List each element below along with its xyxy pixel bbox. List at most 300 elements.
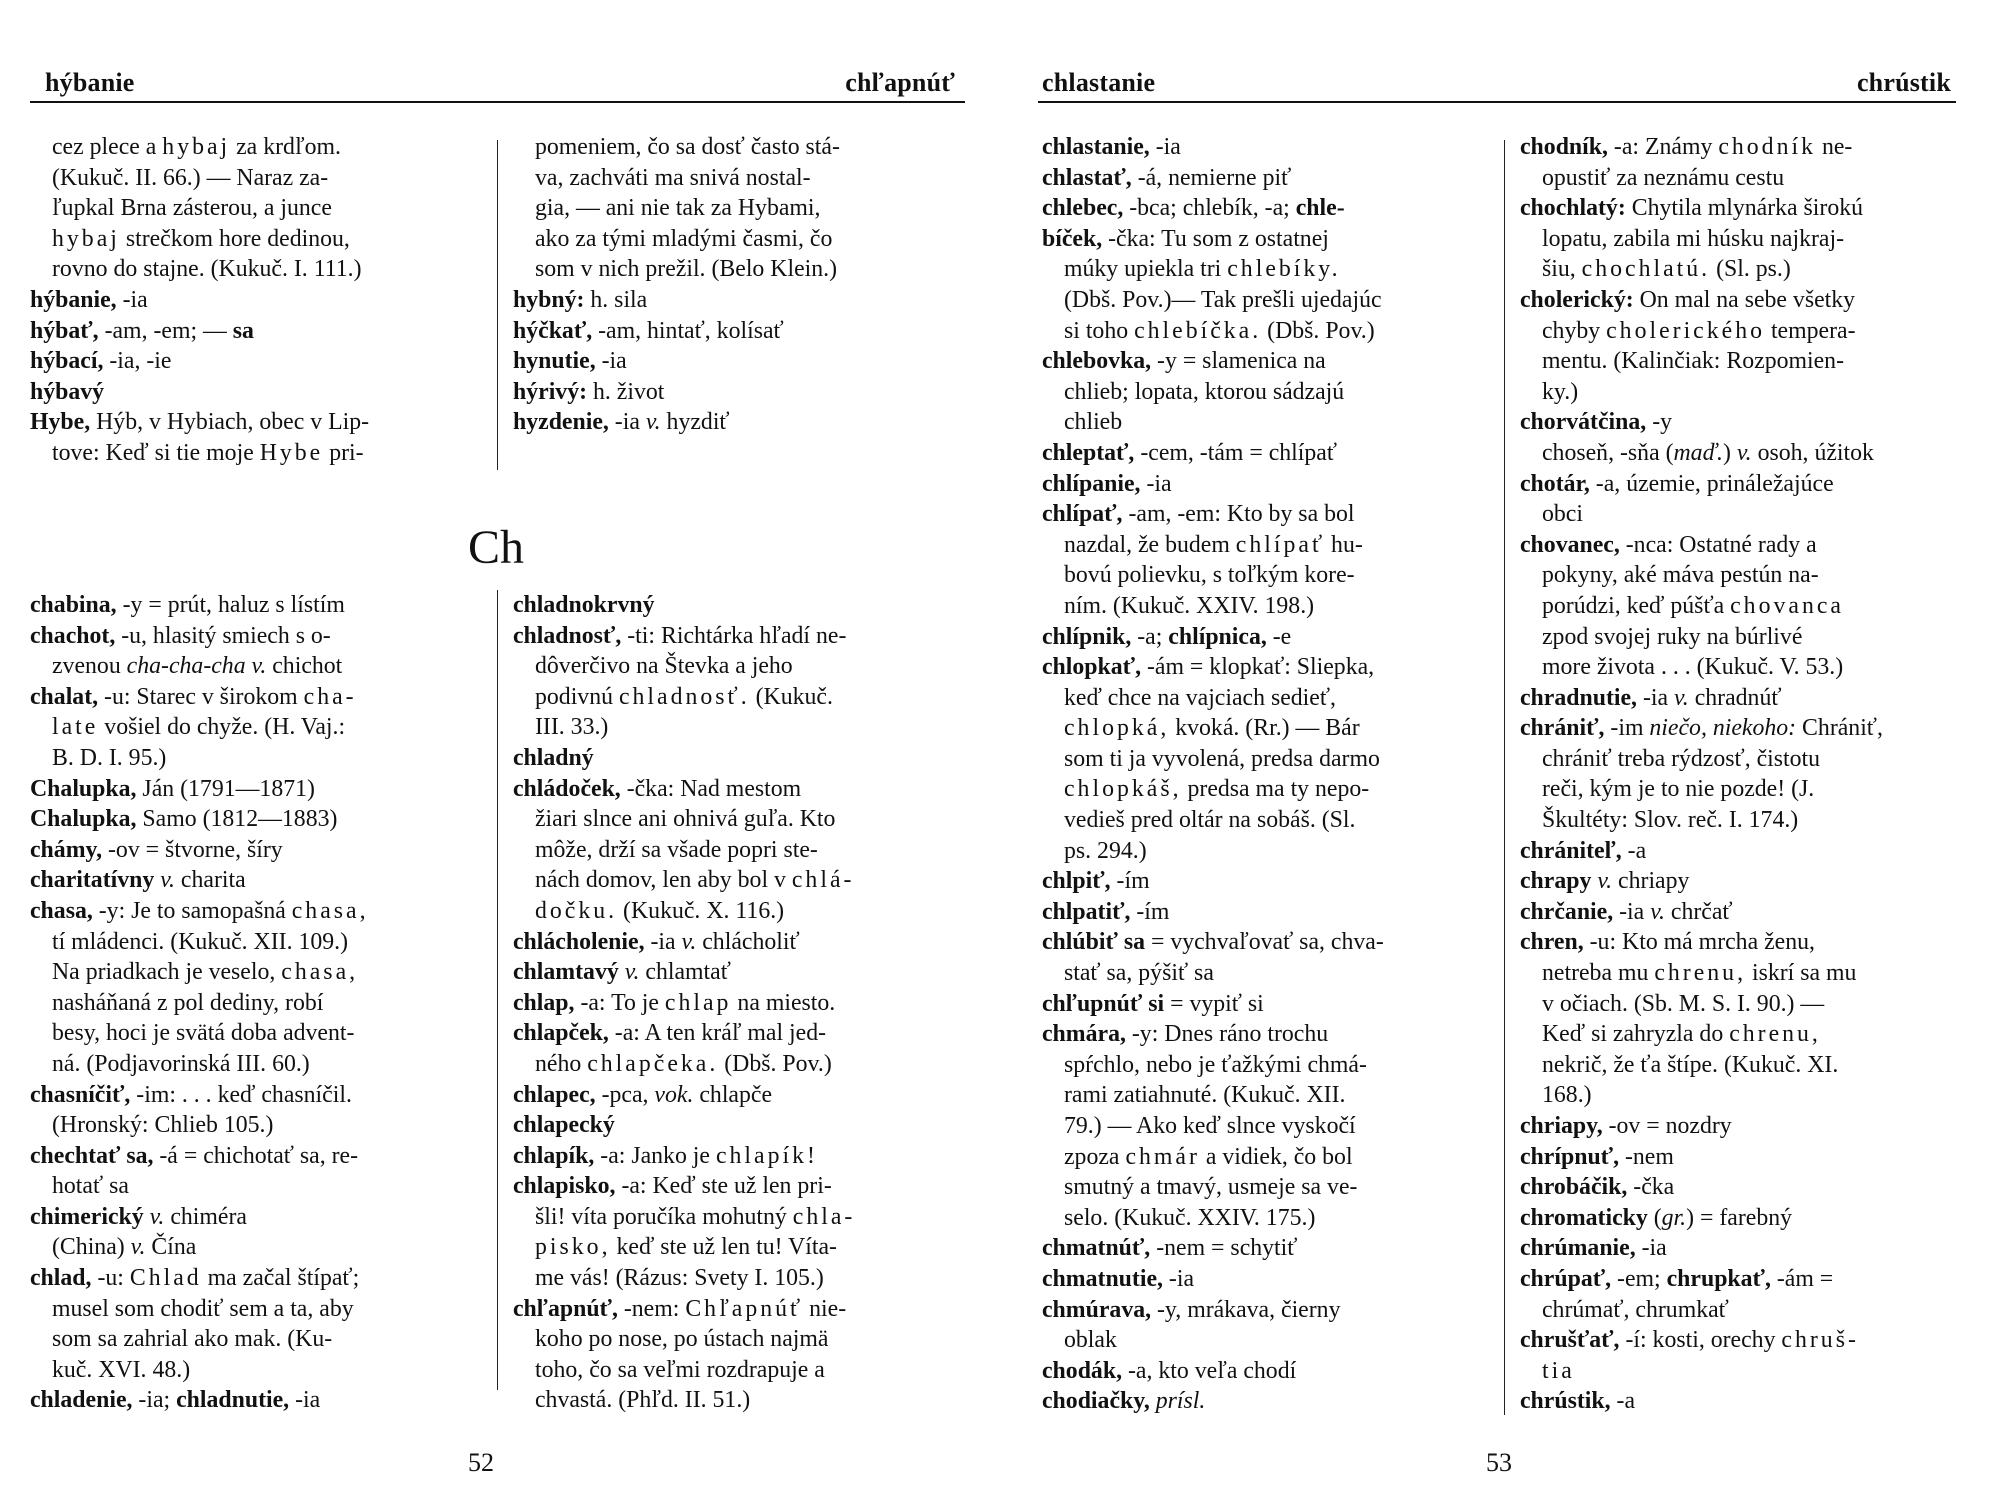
text-run: III. 33.) [535,714,609,741]
dictionary-line [1520,927,1970,958]
text-run: -á, nemierne piť [1131,164,1292,191]
dictionary-line [1520,224,1970,255]
text-run: -e [1266,623,1292,650]
dictionary-line [1042,469,1492,500]
text-run: -a, kto veľa chodí [1122,1357,1297,1384]
text-run: -ia [1613,898,1651,925]
spaced-text: chlapík! [715,1142,818,1169]
guide-word-first: chlastanie [1042,68,1156,97]
text-run: -y [1646,409,1673,436]
headword: chachot, [30,622,116,649]
spaced-text: chlípať [1235,531,1326,558]
headword: hýbať, [30,317,99,344]
dictionary-line [513,377,963,408]
text-run: chradnúť [1688,684,1782,711]
text-run: -pca, [595,1081,655,1108]
dictionary-line [1520,377,1970,408]
text-run: -a [1610,1388,1636,1415]
headword: chleptať, [1042,439,1135,466]
headword: chochlatý: [1520,195,1626,222]
dictionary-line [1042,560,1492,591]
headword: chrušťať, [1520,1327,1620,1354]
dictionary-line [1042,1111,1492,1142]
spaced-text: chlebíky. [1227,256,1341,283]
headword: chorvátčina, [1520,409,1647,436]
text-run: si toho [1064,317,1135,344]
dictionary-line [513,1080,968,1111]
dictionary-line [513,1202,968,1233]
dictionary-line [30,1385,485,1416]
dictionary-line [30,285,480,316]
text-run: -ia, -ie [103,348,172,375]
headword: chimerický [30,1203,144,1230]
headword: chren, [1520,929,1584,956]
running-head [45,68,955,104]
spaced-text: dočku. [535,897,618,924]
text-run: Samo (1812—1883) [136,806,338,833]
text-run: zvenou [52,653,127,680]
text-run: rovno do stajne. (Kukuč. I. 111.) [52,256,362,283]
dictionary-line [1042,530,1492,561]
text-run: B. D. I. 95.) [52,744,167,771]
headword: chodák, [1042,1357,1123,1384]
text-run: zpod svojej ruky na búrlivé [1542,623,1803,650]
italic-text: cha-cha-cha v. [126,653,267,680]
dictionary-line [513,957,968,988]
headword: chle- [1295,195,1345,222]
dictionary-line [513,193,963,224]
dictionary-line [513,835,968,866]
dictionary-line [513,1385,968,1416]
column-divider [497,140,498,470]
dictionary-line [1042,836,1492,867]
dictionary-line [1520,163,1970,194]
dictionary-line [513,346,963,377]
dictionary-line [1520,346,1970,377]
text-run: Chrániť, [1796,715,1883,742]
dictionary-line [1042,622,1492,653]
dictionary-line [30,438,480,469]
text-run: hotať sa [52,1173,129,1200]
text-run: nasháňaná z pol dediny, robí [52,989,324,1016]
dictionary-line [30,1049,485,1080]
dictionary-line [30,1171,485,1202]
text-run: -nem [1619,1143,1674,1170]
dictionary-line [513,682,968,713]
text-run: h. život [587,378,665,405]
text-run: chrúmať, chrumkať [1542,1296,1729,1323]
dictionary-line [1520,1050,1970,1081]
spaced-text: chrenu, [1729,1021,1821,1048]
dictionary-line [1520,713,1970,744]
text-run: hu- [1325,531,1363,558]
dictionary-line [1520,1356,1970,1387]
spaced-text: cholerického [1606,317,1765,344]
text-run: -čka: Tu som z ostatnej [1102,225,1329,252]
dictionary-line [1042,438,1492,469]
text-run: -nem = schytiť [1150,1235,1298,1262]
right-page [998,0,1996,1500]
headword: chriapy, [1520,1113,1603,1139]
text-run: -ia [1162,1265,1195,1292]
column-divider [497,590,498,1390]
dictionary-line [30,1110,485,1141]
headword: chladnosť, [513,622,622,649]
headword: chladnutie, [176,1387,290,1414]
dictionary-line [513,804,968,835]
text-run: pomeniem, čo sa dosť často stá- [535,134,840,160]
text-run: Keď si zahryzla do [1542,1021,1730,1048]
text-run: (Kukuč. X. 116.) [617,897,785,924]
column-left [1042,132,1492,1417]
text-run: -ia [116,286,148,313]
italic-text: v. [681,928,697,955]
text-run: cez plece a [52,134,163,160]
text-run: -a: To je [574,989,665,1016]
headword: chlúbiť sa [1042,929,1145,956]
headword: chrániť, [1520,715,1605,742]
dictionary-line [1520,193,1970,224]
text-run: oblak [1064,1327,1117,1354]
headword: hýbavý [30,378,105,405]
text-run: rami zatiahnuté. (Kukuč. XII. [1064,1082,1346,1109]
headword: chrípnuť, [1520,1143,1620,1170]
headword: chodiačky, [1042,1388,1150,1415]
spaced-text: Chlad [129,1265,202,1292]
headword: chlapec, [513,1081,596,1108]
headword: chladnokrvný [513,592,655,618]
text-run: nách domov, len aby bol v [535,867,792,894]
dictionary-line [1042,193,1492,224]
dictionary-line [1520,316,1970,347]
text-run: -ti: Richtárka hľadí ne- [621,622,847,649]
text-run: ním. (Kukuč. XXIV. 198.) [1064,592,1315,619]
text-run: -u: Starec v širokom [98,683,304,710]
italic-text: prísl. [1155,1388,1206,1415]
dictionary-line [1520,285,1970,316]
headword: cholerický: [1520,286,1634,313]
italic-text: v. [130,1234,146,1261]
text-run: zpoza [1064,1143,1126,1170]
text-run: osoh, úžitok [1751,439,1874,466]
text-run: -ím [1110,868,1150,895]
spaced-text: chlap [664,989,732,1016]
headword: chrobáčik, [1520,1174,1628,1201]
headword: chľupnúť si [1042,990,1165,1017]
text-run: me vás! (Rázus: Svety I. 105.) [535,1265,824,1292]
spaced-text: late [52,714,99,741]
text-run: -ia [1637,684,1675,711]
text-run: šiu, [1542,256,1582,283]
text-run: h. sila [584,286,648,313]
dictionary-line [1520,866,1970,897]
text-run: tí mládenci. (Kukuč. XII. 109.) [52,928,349,955]
dictionary-line [30,804,485,835]
dictionary-line [1520,1172,1970,1203]
dictionary-line [30,1202,485,1233]
dictionary-line [513,988,968,1019]
dictionary-line [1042,1050,1492,1081]
dictionary-line [513,1263,968,1294]
dictionary-line [1520,958,1970,989]
dictionary-line [1520,622,1970,653]
text-run: On mal na sebe všetky [1633,286,1856,313]
dictionary-line [1042,1233,1492,1264]
text-run: -á = chichotať sa, re- [153,1142,359,1169]
dictionary-line [513,132,963,163]
headword: chlapík, [513,1142,595,1169]
text-run: reči, kým je to nie pozde! (J. [1542,776,1815,803]
headword: Chalupka, [30,775,137,802]
text-run: chrániť treba rýdzosť, čistotu [1542,745,1821,772]
text-run: -a: Známy [1607,134,1719,160]
text-run: ( [1647,1204,1662,1231]
spaced-text: chasa, [291,897,369,924]
headword: chmatnutie, [1042,1265,1163,1292]
dictionary-line [1042,1264,1492,1295]
spaced-text: Chľapnúť [685,1295,804,1322]
dictionary-line [1042,1172,1492,1203]
text-run: -í: kosti, orechy [1619,1327,1782,1354]
text-run: -ia [1149,134,1181,160]
dictionary-line [30,988,485,1019]
dictionary-line [513,651,968,682]
text-run: -ov = štvorne, šíry [102,836,283,863]
text-run: -ám = klopkať: Sliepka, [1141,654,1375,681]
column-right [1520,132,1970,1417]
dictionary-line [1520,1111,1970,1142]
dictionary-line [1520,652,1970,683]
text-run: -u: Kto má mrcha ženu, [1583,929,1815,956]
italic-text: maď. [1673,439,1724,466]
dictionary-line [1520,1080,1970,1111]
spaced-text: hybaj [52,225,120,252]
text-run: (Kukuč. II. 66.) — Naraz za- [52,164,329,191]
headword: chladenie, [30,1387,133,1414]
text-run: kvoká. (Rr.) — Bár [1169,715,1360,742]
text-run: (Dbš. Pov.) [718,1050,832,1077]
dictionary-line [1042,866,1492,897]
dictionary-line [1042,163,1492,194]
guide-word-first: hýbanie [45,68,135,97]
text-run: 168.) [1542,1082,1592,1109]
dictionary-line [1520,774,1970,805]
dictionary-line [1042,1386,1492,1417]
header-rule [1038,101,1956,103]
spaced-text: chrenu, [1654,960,1747,987]
column-main-right [513,590,968,1416]
dictionary-line [30,193,480,224]
text-run: -im: . . . keď chasníčil. [130,1081,352,1108]
text-run: -čka [1627,1174,1675,1201]
dictionary-line [30,1141,485,1172]
text-run: chyby [1542,317,1607,344]
text-run: (Sl. ps.) [1710,256,1791,283]
dictionary-line [30,407,480,438]
dictionary-line [1042,1080,1492,1111]
text-run: Škultéty: Slov. reč. I. 174.) [1542,807,1799,834]
text-run: spŕchlo, nebo je ťažkými chmá- [1064,1051,1367,1078]
headword: hýbanie, [30,286,117,313]
dictionary-line [1520,407,1970,438]
text-run: -im [1604,715,1650,742]
guide-word-last: chľapnúť [845,68,955,97]
dictionary-line [30,621,485,652]
headword: chlpatiť, [1042,898,1131,925]
dictionary-line [513,254,963,285]
dictionary-line [1042,1325,1492,1356]
text-run: -a: Janko je [594,1142,716,1169]
text-run: -am, -em; — [98,317,233,344]
text-run: pri- [323,439,364,466]
text-run: more života . . . (Kukuč. V. 53.) [1542,654,1844,681]
text-run: a vidiek, čo bol [1199,1143,1353,1170]
dictionary-line [30,132,480,163]
dictionary-line [1042,744,1492,775]
text-run: gia, — ani nie tak za Hybami, [535,195,821,222]
headword: charitatívny [30,867,155,894]
column-divider [1504,140,1505,1415]
dictionary-line [513,896,968,927]
spaced-text: chochlatú. [1581,256,1711,283]
dictionary-line [513,163,963,194]
dictionary-line [30,590,485,621]
dictionary-line [30,896,485,927]
dictionary-line [513,712,968,743]
dictionary-line [1042,377,1492,408]
text-run: obci [1542,501,1583,528]
text-run: -a: Keď ste už len pri- [615,1173,832,1200]
dictionary-line [30,1355,485,1386]
text-run: nazdal, že budem [1064,531,1236,558]
dictionary-line [1042,1356,1492,1387]
text-run: -čka: Nad mestom [620,775,802,802]
dictionary-line [513,1049,968,1080]
dictionary-line [30,224,480,255]
headword: chlípnica, [1168,623,1267,650]
text-run: -ov = nozdry [1602,1113,1732,1139]
text-run: (Kukuč. [749,683,833,710]
text-run: ) = farebný [1686,1204,1793,1231]
text-run: -y: Dnes ráno trochu [1125,1021,1329,1048]
headword: chľapnúť, [513,1295,618,1322]
text-run: chiméra [164,1203,247,1230]
dictionary-line [30,712,485,743]
text-run: hyzdiť [660,409,730,436]
dictionary-line [1520,683,1970,714]
dictionary-line [513,743,968,774]
text-run: = vychvaľovať sa, chva- [1145,929,1384,956]
dictionary-line [1042,1295,1492,1326]
dictionary-line [1520,560,1970,591]
dictionary-line [1520,438,1970,469]
text-run: lopatu, zabila mi húsku najkraj- [1542,225,1845,252]
headword: Hybe, [30,409,91,436]
section-letter: Ch [468,521,525,574]
text-run: selo. (Kukuč. XXIV. 175.) [1064,1204,1316,1231]
column-top-right [513,132,963,438]
text-run: -ia [1635,1235,1667,1262]
headword: chlípanie, [1042,470,1141,497]
text-run: -y, mrákava, čierny [1151,1296,1341,1323]
dictionary-line [1520,1325,1970,1356]
dictionary-line [1042,591,1492,622]
text-run: Hýb, v Hybiach, obec v Lip- [90,409,370,436]
text-run: (Dbš. Pov.) [1261,317,1375,344]
text-run: mentu. (Kalinčiak: Rozpomien- [1542,348,1845,375]
headword: chalat, [30,683,99,710]
text-run: -bca; chlebík, -a; [1123,195,1296,222]
dictionary-line [513,316,963,347]
text-run: -ia [608,409,646,436]
dictionary-line [30,1324,485,1355]
italic-text: vok. [654,1081,694,1108]
text-run: podivnú [535,683,619,710]
headword: chrčanie, [1520,898,1614,925]
dictionary-line [1042,132,1492,163]
column-main-left [30,590,485,1416]
dictionary-line [30,1080,485,1111]
headword: chlamtavý [513,959,619,986]
dictionary-line [1042,683,1492,714]
headword: chlastanie, [1042,134,1150,160]
dictionary-line [30,316,480,347]
text-run: (Dbš. Pov.)— Tak prešli ujedajúc [1064,286,1382,313]
text-run: tempera- [1765,317,1856,344]
dictionary-line [1520,1019,1970,1050]
italic-text: v. [1650,898,1665,925]
text-run: chrčať [1664,898,1733,925]
dictionary-line [1520,805,1970,836]
dictionary-line [513,621,968,652]
text-run: -am, -em: Kto by sa bol [1122,501,1355,528]
dictionary-line [1520,254,1970,285]
text-run: ná. (Podjavorinská III. 60.) [52,1050,310,1077]
dictionary-line [1042,713,1492,744]
dictionary-line [30,1232,485,1263]
text-run: ne- [1816,134,1853,160]
text-run: (Hronský: Chlieb 105.) [52,1112,274,1139]
text-run: ného [535,1050,588,1077]
headword: chotár, [1520,470,1590,497]
headword: chodník, [1520,134,1608,160]
text-run: na miesto. [731,989,836,1016]
italic-text: v. [1736,439,1752,466]
text-run: ako za tými mladými časmi, čo [535,225,833,252]
text-run: chlieb [1064,409,1123,436]
italic-text: v. [1597,868,1613,895]
spaced-text: chladnosť. [618,683,750,710]
text-run: keď chce na vajciach sedieť, [1064,684,1336,711]
italic-text: niečo, niekoho: [1649,715,1797,742]
text-run: ma začal štípať; [201,1265,360,1292]
headword: bíček, [1042,225,1103,252]
headword: Chalupka, [30,806,137,833]
headword: chmatnúť, [1042,1235,1151,1262]
text-run: chlamtať [639,959,731,986]
dictionary-line [1520,836,1970,867]
spaced-text: chovanca [1730,592,1844,619]
text-run: va, zachváti ma snivá nostal- [535,164,811,191]
headword: chrústik, [1520,1388,1611,1415]
text-run: chlieb; lopata, ktorou sádzajú [1064,378,1345,405]
text-run: -nca: Ostatné rady a [1619,531,1817,558]
headword: chmára, [1042,1021,1126,1048]
italic-text: v. [645,409,661,436]
text-run: bovú polievku, s toľkým kore- [1064,562,1355,589]
text-run: vošiel do chyže. (H. Vaj.: [98,714,346,741]
spaced-text: hybaj [162,134,231,160]
